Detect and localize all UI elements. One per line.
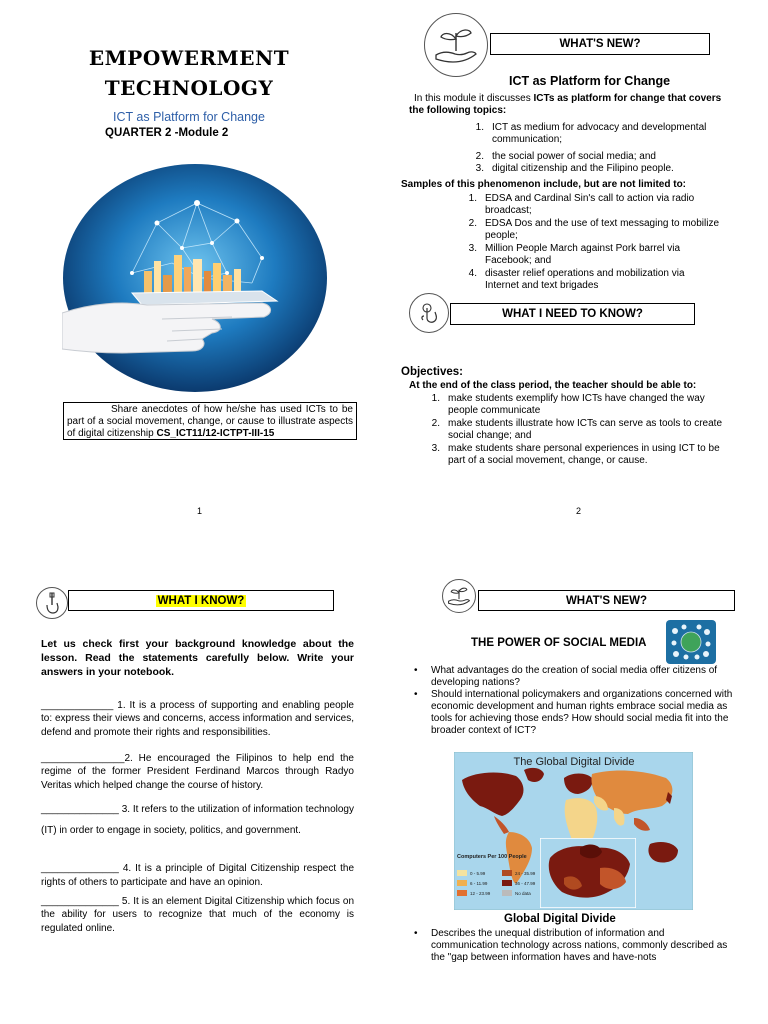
legend-label: 0 - 5.99 [470,871,486,876]
legend-label: 24 - 35.99 [515,871,536,876]
digital-divide-heading: Global Digital Divide [504,913,616,925]
title-technology: TECHNOLOGY [104,76,274,100]
list-item: 4. disaster relief operations and mobilization via Internet and text brigades [468,268,685,291]
objectives-intro: At the end of the class period, the teacher should be able to: [409,380,697,391]
list-item: • What advantages do the creation of social media offer citizens of developing nations? [414,665,718,688]
social-media-heading: THE POWER OF SOCIAL MEDIA [471,637,647,649]
quiz-item-1: _____________ 1. It is a process of supporting and enabling people to: express their views and concerns, access information and services, defend and promote their rights and responsibilities. [41,700,354,738]
social-media-icon-globe [666,620,716,664]
need-to-know-box: WHAT I NEED TO KNOW? [450,303,695,325]
legend-label: 6 - 11.99 [470,881,488,886]
quarter-label: QUARTER 2 -Module 2 [105,127,229,139]
map-title: The Global Digital Divide [513,756,635,768]
samples-heading: Samples of this phenomenon include, but are not limited to: [401,179,687,190]
topics-list [464,122,724,175]
list-item: 1. make students exemplify how ICTs have changed the way people communicate [431,393,705,416]
page-number-1: 1 [197,506,203,516]
social-media-bullets [414,665,734,737]
objectives-list [420,393,730,467]
quiz-item-4: ______________ 4. It is a principle of Digital Citizenship respect the rights of others to participate and have an opinion. [41,863,354,888]
page-2-intro: In this module it discusses ICTs as platform for change that covers [414,93,722,104]
plant-hand-icon-small [442,579,476,613]
plant-hand-icon [424,13,488,77]
list-item: 2. EDSA Dos and the use of text messaging to mobilize people; [468,218,720,241]
what-i-know-box: WHAT I KNOW? [68,590,334,611]
legend-label: No data [515,891,531,896]
list-item: 3. Million People March against Pork barrel via Facebook; and [468,243,681,266]
list-item: 3. digital citizenship and the Filipino people. [475,163,674,174]
page-2-heading: ICT as Platform for Change [509,74,671,88]
digital-divide-bullets [414,928,734,964]
global-digital-divide-map [454,752,693,910]
page-number-2: 2 [576,506,582,516]
page-2 [384,0,768,516]
quiz-item-5: ______________ 5. It is an element Digital Citizenship which focus on the ability for users to recognize that much of the economy is regulated online. [41,896,354,934]
list-item: 1. ICT as medium for advocacy and developmental communication; [475,122,707,145]
list-item: 2. the social power of social media; and [475,151,656,162]
competency-box [63,402,357,440]
whats-new-box-bottom: WHAT'S NEW? [478,590,735,611]
cover-illustration [62,163,328,393]
competency-text: Share anecdotes of how he/she has used ICTs to be part of a social movement, change, or cause to illustrate aspects of digital citizenship [67,404,353,439]
list-item: 1. EDSA and Cardinal Sin's call to action via radio broadcast; [468,193,695,216]
samples-list [457,193,719,292]
hand-pointer-icon [409,293,449,333]
objectives-label: Objectives: [401,366,463,378]
page-4 [384,512,768,1024]
module-subtitle: ICT as Platform for Change [113,110,265,124]
page-3 [0,512,384,1024]
list-item: 3. make students share personal experiences in using ICT to be part of a social movement, change, or cause. [431,443,720,466]
list-item: • Describes the unequal distribution of information and communication technology across nations, commonly described as the "gap between information haves and have-nots [414,928,728,963]
competency-code: CS_ICT11/12-ICTPT-III-15 [156,428,275,439]
page-3-instructions: Let us check first your background knowledge about the lesson. Read the statements carefully below. Write your answers in your notebook. [41,638,354,678]
title-empowerment: EMPOWERMENT [88,46,290,70]
whats-new-box-top: WHAT'S NEW? [490,33,710,55]
page-1 [0,0,384,516]
map-legend-title: Computers Per 100 People [457,854,527,860]
quiz-item-2: _______________2. He encouraged the Filipinos to help end the regime of the former President Ferdinand Marcos through Radyo Veritas which helped change the course of history. [41,753,354,791]
list-item: • Should international policymakers and organizations concerned with economic development and human rights embrace social media as tools for achieving those ends? How should social media fit into the broader context of ICT? [414,689,733,736]
legend-label: 36 - 47.99 [515,881,536,886]
quiz-item-3: ______________ 3. It refers to the utilization of information technology (IT) in order to engage in society, politics, and government. [41,804,354,836]
legend-label: 12 - 23.99 [470,891,491,896]
list-item: 2. make students illustrate how ICTs can serve as tools to create social change; and [431,418,723,441]
page-2-intro-line2: the following topics: [409,105,507,116]
pen-hand-icon [36,587,68,619]
